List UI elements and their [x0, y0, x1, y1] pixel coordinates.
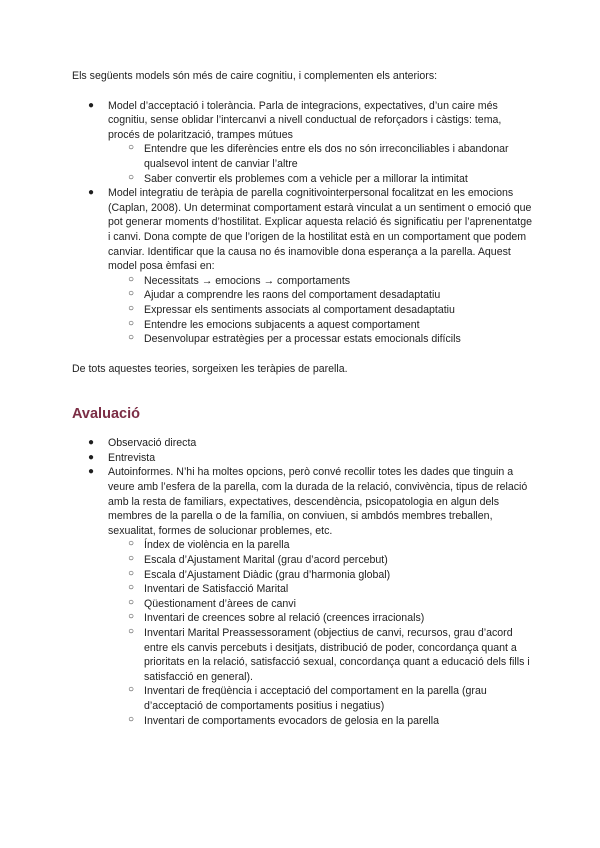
- list-item: [72, 99, 532, 187]
- circle-bullet-icon: ○: [128, 142, 135, 154]
- list-item-text: Model d’acceptació i tolerància. Parla de integracions, expectatives, d’un caire més cognitiu, sense oblidar l’intercanvi a nivell conductual de reforçadors i càstigs: tema, procés de polarització, trampes mútues: [108, 99, 502, 141]
- bullet-icon: ●: [88, 451, 95, 463]
- sub-list-item: [108, 582, 532, 597]
- circle-bullet-icon: ○: [128, 273, 135, 285]
- sub-list-item-text: Ajudar a comprendre les raons del comportament desadaptatiu: [144, 289, 441, 302]
- sub-list-item: [108, 303, 532, 318]
- sub-list-item: [108, 568, 532, 583]
- sub-list-item: [108, 714, 532, 729]
- sub-list: [108, 142, 532, 186]
- circle-bullet-icon: ○: [128, 567, 135, 579]
- bullet-icon: ●: [88, 187, 95, 199]
- sub-list-item: [108, 274, 532, 289]
- list-item: [72, 436, 532, 451]
- bullet-icon: ●: [88, 437, 95, 449]
- circle-bullet-icon: ○: [128, 611, 135, 623]
- sub-list-item-text: Inventari de freqüència i acceptació del comportament en la parella (grau d’acceptació de comportaments positius i negatius): [144, 685, 487, 712]
- list-item-text: Model integratiu de teràpia de parella cognitivointerpersonal focalitzat en les emocions (Caplan, 2008). Un determinat comportament estarà vinculat a un sentiment o emoció que pot generar moments d’hostilitat. Explicar aquesta relació és significatiu per l’aprenentatge i canvi. Dona compte de que l’origen de la hostilitat està en un comportament que podem canviar. Identificar que la causa no és inamovible dona esperança a la parella. Aquest model posa èmfasi en:: [108, 187, 532, 273]
- sub-list-item-text: Escala d’Ajustament Marital (grau d’acord percebut): [144, 554, 388, 567]
- list-item: [72, 465, 532, 728]
- circle-bullet-icon: ○: [128, 332, 135, 344]
- circle-bullet-icon: ○: [128, 713, 135, 725]
- sub-list-item: [108, 597, 532, 612]
- sub-list-item: [108, 538, 532, 553]
- sub-list-item-text: Inventari de creences sobre al relació (creences irracionals): [144, 612, 425, 625]
- sub-list-item-text: Inventari de Satisfacció Marital: [144, 583, 289, 596]
- circle-bullet-icon: ○: [128, 317, 135, 329]
- sub-list-item: [108, 332, 532, 347]
- sub-list-item-text: Entendre les emocions subjacents a aquest comportament: [144, 318, 420, 331]
- circle-bullet-icon: ○: [128, 582, 135, 594]
- sub-list-item: [108, 142, 532, 171]
- sub-list-item-text: Expressar els sentiments associats al comportament desadaptatiu: [144, 303, 455, 316]
- sub-list-item-text: Índex de violència en la parella: [144, 539, 290, 552]
- document-content: [72, 69, 532, 728]
- sub-list-item-text: Saber convertir els problemes com a vehicle per a millorar la intimitat: [144, 172, 468, 185]
- circle-bullet-icon: ○: [128, 596, 135, 608]
- sub-list-item: [108, 318, 532, 333]
- sub-list: [108, 538, 532, 728]
- sub-list-item-text: Qüestionament d’àrees de canvi: [144, 597, 296, 610]
- sub-list-item-text: Necessitats → emocions → comportaments: [144, 274, 351, 287]
- sub-list-item: [108, 172, 532, 187]
- circle-bullet-icon: ○: [128, 626, 135, 637]
- bullet-icon: ●: [88, 99, 95, 111]
- sub-list-item: [108, 684, 532, 713]
- list-item: [72, 451, 532, 466]
- sub-list-item-text: Desenvolupar estratègies per a processar estats emocionals difícils: [144, 333, 461, 346]
- circle-bullet-icon: ○: [128, 684, 135, 696]
- sub-list-item-text: Escala d’Ajustament Diàdic (grau d’harmonia global): [144, 568, 391, 581]
- evaluation-list: [72, 436, 532, 728]
- sub-list-item: [108, 611, 532, 626]
- circle-bullet-icon: ○: [128, 553, 135, 565]
- list-item-text: Autoinformes. N’hi ha moltes opcions, però convé recollir totes les dades que tinguin a veure amb l’esfera de la parella, com la durada de la relació, convivència, tipus de relació amb la resta de familiars, expectatives, descendència, psicopatologia en algun dels membres de la parella o de la família, on conviuen, si ambdós membres treballen, sexualitat, formes de solucionar problemes, etc.: [108, 466, 528, 537]
- list-item: [72, 186, 532, 347]
- outro-paragraph: De tots aquestes teories, sorgeixen les teràpies de parella.: [72, 362, 348, 375]
- section-heading-avaluacio: Avaluació: [72, 406, 140, 423]
- list-item-text: Entrevista: [108, 451, 156, 464]
- circle-bullet-icon: ○: [128, 288, 135, 300]
- sub-list-item: [108, 288, 532, 303]
- sub-list-item: [108, 553, 532, 568]
- bullet-icon: ●: [88, 466, 95, 478]
- circle-bullet-icon: ○: [128, 171, 135, 183]
- models-list: [72, 99, 532, 347]
- list-item-text: Observació directa: [108, 437, 197, 450]
- sub-list-item-text: Inventari de comportaments evocadors de gelosia en la parella: [144, 714, 440, 727]
- circle-bullet-icon: ○: [128, 302, 135, 314]
- sub-list-item: [108, 626, 532, 684]
- sub-list-item-text: Inventari Marital Preassessorament (objectius de canvi, recursos, grau d’acord entre els canvis percebuts i desitjats, distribució de poder, concordança quant a prioritats en la relació, satisfacció sexual, concordança quant a educació dels fills i satisfacció en general).: [144, 627, 530, 683]
- intro-paragraph: Els següents models són més de caire cognitiu, i complementen els anteriors:: [72, 70, 438, 82]
- sub-list: [108, 274, 532, 347]
- circle-bullet-icon: ○: [128, 538, 135, 550]
- sub-list-item-text: Entendre que les diferències entre els dos no són irreconciliables i abandonar qualsevol intent de canviar l’altre: [144, 143, 509, 170]
